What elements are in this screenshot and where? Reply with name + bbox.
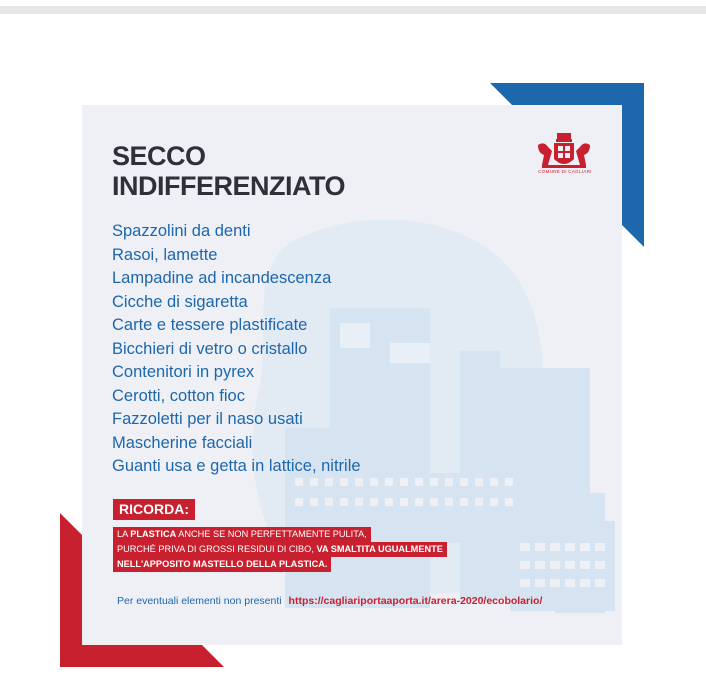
waste-items-list (112, 220, 361, 479)
note-emphasis: PLASTICA (130, 529, 177, 539)
list-item: Lampadine ad incandescenza (112, 269, 332, 287)
list-item: Cicche di sigaretta (112, 292, 248, 311)
poster (60, 83, 644, 667)
list-item: Fazzoletti per il naso usati (112, 410, 303, 428)
logo-caption: COMUNE DI CAGLIARI (538, 169, 592, 174)
note-emphasis: VA SMALTITA UGUALMENTE (316, 544, 443, 554)
list-item: Contenitori in pyrex (112, 363, 255, 381)
poster-title-line-2: INDIFFERENZIATO (112, 171, 345, 201)
list-item: Cerotti, cotton fioc (112, 386, 245, 405)
list-item: Spazzolini da denti (112, 222, 251, 240)
list-item: Bicchieri di vetro o cristallo (112, 339, 308, 358)
note-line-3 (113, 557, 331, 572)
note-text: LA (117, 529, 131, 539)
ecobolario-link[interactable]: https://cagliariportaaporta.it/arera-2020/ecobolario/ (288, 595, 543, 607)
footer-text: Per eventuali elementi non presenti (117, 595, 282, 607)
footer (117, 595, 542, 607)
note-line-1 (113, 527, 371, 542)
list-item: Guanti usa e getta in lattice, nitrile (112, 457, 361, 475)
note-text: ANCHE SE NON PERFETTAMENTE PULITA, (176, 529, 367, 539)
ricorda-label: RICORDA: (113, 499, 195, 520)
poster-title-line-1: SECCO (112, 141, 206, 171)
note-emphasis: NELL'APPOSITO MASTELLO DELLA PLASTICA. (117, 559, 328, 569)
note-line-2 (113, 542, 447, 557)
list-item: Mascherine facciali (112, 433, 253, 452)
list-item: Rasoi, lamette (112, 245, 218, 264)
note-text: PURCHÉ PRIVA DI GROSSI RESIDUI DI CIBO, (117, 544, 317, 554)
poster-title (112, 141, 345, 201)
list-item: Carte e tessere plastificate (112, 316, 308, 334)
plastic-reminder-note (113, 527, 447, 572)
top-divider (0, 6, 706, 14)
